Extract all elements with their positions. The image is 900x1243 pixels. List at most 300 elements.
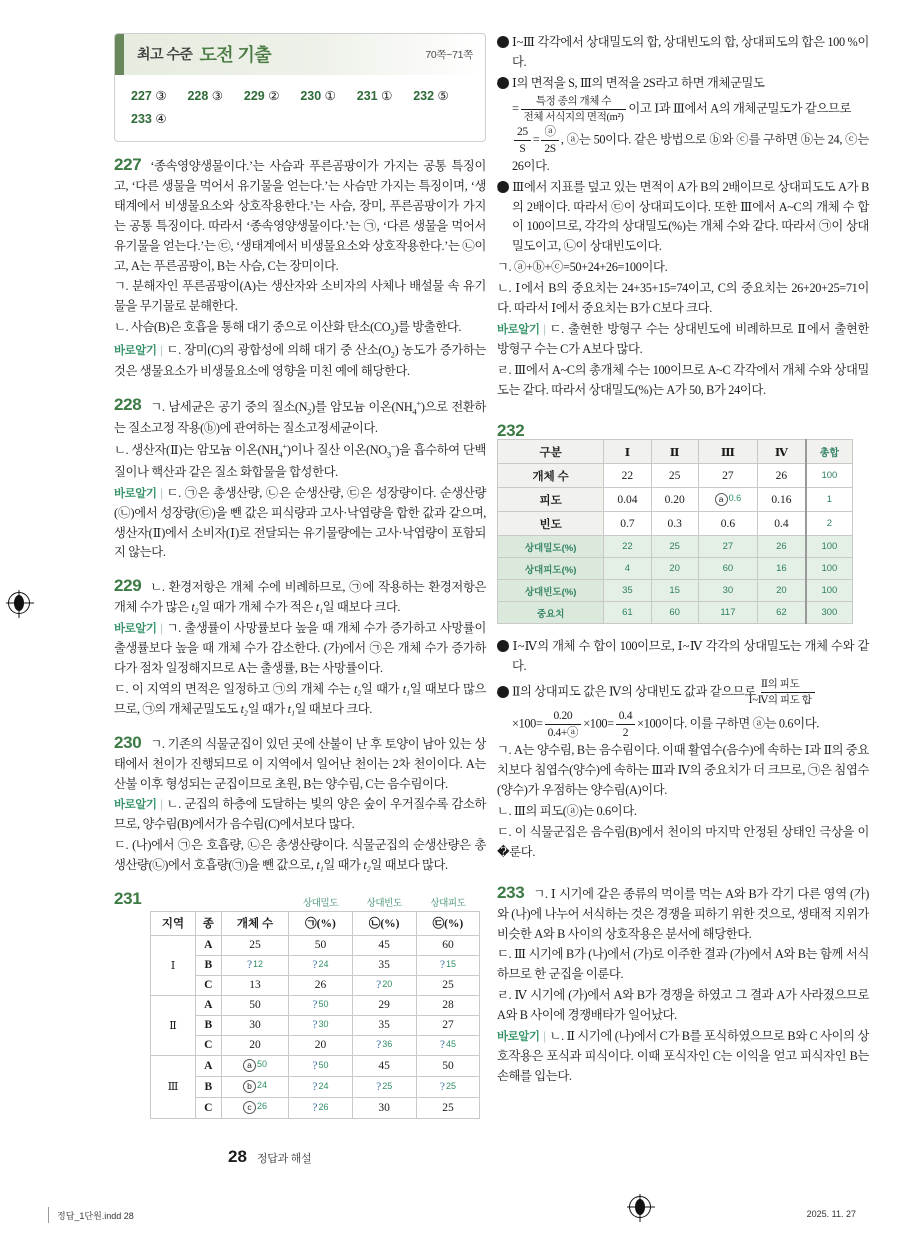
table-232-row-label: 개체 수 <box>498 464 604 488</box>
s229-p3-d: 일 때가 <box>247 701 288 716</box>
table-231-cell <box>221 1076 288 1097</box>
s227-p4-post: ) 농도가 증가하는 것은 생물요소가 비생물요소에 영향을 미친 예에 해당한다. <box>114 342 486 379</box>
answer-choice: ① <box>381 89 393 103</box>
table-231-cell <box>416 1076 480 1097</box>
answer-question-number: 233 <box>131 112 156 126</box>
s230-p3-b: 일 때가 <box>323 858 364 873</box>
answer-annotation: 25 <box>445 1080 456 1091</box>
table-231-species-cell: C <box>195 975 221 995</box>
table-232-header-cell: Ⅲ <box>698 440 757 464</box>
table-232-cell: 22 <box>604 536 651 558</box>
cell-value: 35 <box>378 1019 390 1032</box>
question-number-228: 228 <box>114 394 142 414</box>
frac2-den: 2S <box>541 140 558 156</box>
note-232-bullet-1 <box>493 637 869 677</box>
answer-header-box <box>114 33 486 142</box>
cell-value: 25 <box>442 1101 454 1114</box>
answer-annotation: 25 <box>382 1080 393 1091</box>
answer-choice: ① <box>324 89 336 103</box>
answer-question-number: 230 <box>300 89 325 103</box>
table-232-total-cell: 1 <box>806 488 853 512</box>
answer-question-number: 228 <box>187 89 212 103</box>
fraction-020-over-04a <box>545 709 582 741</box>
cell-value: 25 <box>249 939 261 952</box>
table-231-cell <box>221 995 288 1015</box>
table-231-superheader-row <box>151 891 480 911</box>
table-232-cell: 35 <box>604 580 651 602</box>
fraction-25-over-S <box>514 125 531 157</box>
table-231-cell <box>352 995 416 1015</box>
table-232-header-cell: 총합 <box>806 440 853 464</box>
tag-separator: | <box>160 797 163 812</box>
s229-t2: t₂ <box>191 600 199 615</box>
table-232-cell: 20 <box>651 558 698 580</box>
tag-separator: | <box>160 621 163 636</box>
print-date: 2025. 11. 27 <box>806 1209 856 1219</box>
note-231-text-2a: Ⅰ의 면적을 S, Ⅲ의 면적을 2S라고 하면 개체군밀도 <box>512 75 765 90</box>
table-232-cell: 30 <box>698 580 757 602</box>
f2-num: 0.20 <box>553 709 573 722</box>
note-231-text-3: Ⅲ에서 지표를 덮고 있는 면적이 A가 B의 2배이므로 상대피도도 A가 B의 2배이다. 따라서 ㉢이 상대피도이다. 또한 Ⅲ에서 A~C의 개체 수 합이 100이므로, 각각의 상대밀도(%)는 개체 수와 같다. 따라서 ㉠이 상대밀도이고, ㉡이 상대빈도이다. <box>512 179 869 254</box>
s230-p3-a: ㄷ. (나)에서 ㉠은 호흡량, ㉡은 총생산량이다. 식물군집의 순생산량은 총생산량(㉡)에서 호흡량(㉠)을 뺀 값으로, <box>114 838 486 873</box>
table-231-cell <box>352 1076 416 1097</box>
table-232-cell: 22 <box>604 464 651 488</box>
s228-p2-sup1: + <box>282 441 287 452</box>
wrong-tag-228: 바로알기 <box>114 487 157 500</box>
circled-marker: a <box>715 493 728 506</box>
table-231-header-cell: ㉢(%) <box>416 911 480 935</box>
table-231-header-cell: ㉡(%) <box>352 911 416 935</box>
f-mul-2: ×100= <box>583 716 614 731</box>
table-row <box>498 602 853 624</box>
tag-separator: | <box>160 342 163 357</box>
table-232-cell: 0.3 <box>651 512 698 536</box>
table-row <box>151 1076 480 1097</box>
answer-annotation: 24 <box>318 959 329 970</box>
table-232-cell: 16 <box>758 558 806 580</box>
question-number-232: 232 <box>497 420 525 440</box>
wrong-tag-230: 바로알기 <box>114 799 157 812</box>
table-231-cell <box>416 1055 480 1076</box>
table-row <box>151 995 480 1015</box>
table-231-cell <box>289 1015 353 1035</box>
solution-230-para-3 <box>114 836 486 876</box>
table-231-species-cell: A <box>195 935 221 955</box>
table-231-cell <box>352 955 416 975</box>
table-232-cell: 15 <box>651 580 698 602</box>
table-row <box>498 464 853 488</box>
question-number-233: 233 <box>497 882 525 902</box>
page-number: 28 <box>228 1147 247 1166</box>
bullet-marker-3: 3 <box>497 181 509 193</box>
s228-p2-sup2: − <box>390 441 396 452</box>
answer-annotation: 45 <box>445 1039 456 1050</box>
s229-p2: ㄱ. 출생률이 사망률보다 높을 때 개체 수가 증가하고 사망률이 출생률보다 높을 때 개체 수가 감소한다. (가)에서 ㉠은 개체 수가 증가하다가 점차 일정해지므로 A는 출생률, B는 사망률이다. <box>114 621 486 675</box>
formula-equals: = <box>512 101 519 116</box>
solution-233-para-3: ㄹ. Ⅳ 시기에 (가)에서 A와 B가 경쟁을 하였고 그 결과 A가 사라졌으므로 A와 B 사이에 경쟁배타가 일어났다. <box>497 988 869 1023</box>
solution-227-para-4 <box>114 341 486 382</box>
unknown-marker: ? <box>312 999 318 1012</box>
cell-value: 20 <box>249 1039 261 1052</box>
page-title: 도전 기출 <box>199 45 272 65</box>
s229-p3-t1: t₁ <box>402 681 410 696</box>
table-231-header-cell: ㉠(%) <box>289 911 353 935</box>
s229-p3-c: 일 때보다 많으므로, ㉠의 개체군밀도도 <box>114 681 486 716</box>
solution-233-para-4 <box>497 1027 869 1087</box>
table-231-species-cell: B <box>195 1076 221 1097</box>
answer-annotation: 15 <box>445 959 456 970</box>
table-231-cell <box>416 1015 480 1035</box>
s227-p3-pre: ㄴ. 사슴(B)은 호흡을 통해 대기 중으로 이산화 탄소(CO <box>114 320 391 335</box>
cell-value: 35 <box>378 959 390 972</box>
cell-value: 29 <box>378 999 390 1012</box>
print-file-name: 정답_1단원.indd 28 <box>57 1211 134 1221</box>
answer-annotation: 30 <box>318 1019 329 1030</box>
s229-p3-a: ㄷ. 이 지역의 면적은 일정하고 ㉠의 개체 수는 <box>114 681 354 696</box>
s233-p4: ㄴ. Ⅱ 시기에 (나)에서 C가 B를 포식하였으므로 B와 C 사이의 상호작용은 포식과 피식이다. 이때 포식자인 C는 이익을 얻고 피식자인 B는 손해를 입는다. <box>497 1029 869 1083</box>
solution-233-para-1 <box>497 882 869 945</box>
s230-p3-t1: t₁ <box>316 858 324 873</box>
answer-question-number: 231 <box>356 89 382 103</box>
coverage-fraction <box>748 678 815 707</box>
note-232-text-1: Ⅰ~Ⅳ의 개체 수 합이 100이므로, Ⅰ~Ⅳ 각각의 상대밀도는 개체 수와 같다. <box>512 639 869 674</box>
table-row <box>498 558 853 580</box>
table-232-cell: 26 <box>758 464 806 488</box>
table-232-cell: 62 <box>758 602 806 624</box>
s228-p1-c: )으로 전환하는 질소고정 작용(ⓑ)에 관여하는 질소고정세균이다. <box>114 400 486 436</box>
table-231-cell <box>352 1035 416 1055</box>
s229-p3-t2b: t₂ <box>240 701 248 716</box>
wrong-tag-229: 바로알기 <box>114 623 157 636</box>
answer-annotation: 20 <box>382 979 393 990</box>
answer-annotation: 36 <box>382 1039 393 1050</box>
table-232-row-label: 상대피도(%) <box>498 558 604 580</box>
cell-value: c <box>243 1101 256 1114</box>
table-231-cell <box>221 975 288 995</box>
table-row <box>498 536 853 558</box>
table-231-cell <box>289 1055 353 1076</box>
unknown-marker: ? <box>439 1039 445 1052</box>
note-231-para-6 <box>497 320 869 360</box>
cell-value: 50 <box>442 1059 454 1072</box>
cell-value: 45 <box>378 1059 390 1072</box>
s228-p2-b: )이나 질산 이온(NO <box>286 443 387 458</box>
table-232-cell: 25 <box>651 536 698 558</box>
answer-choice: ⑤ <box>437 89 449 103</box>
f3-num: 0.4 <box>618 709 633 722</box>
note-231-text-6: ㄷ. 출현한 방형구 수는 상대빈도에 비례하므로 Ⅱ에서 출현한 방형구 수는 C가 A보다 많다. <box>497 321 869 356</box>
question-number-229: 229 <box>114 576 142 596</box>
right-column <box>493 0 869 1087</box>
table-231-cell <box>352 1015 416 1035</box>
f3-den: 2 <box>616 724 635 740</box>
table-232-cell: 4 <box>604 558 651 580</box>
table-row <box>498 488 853 512</box>
s228-p1-sub1: 2 <box>307 406 312 417</box>
table-231-cell <box>221 1035 288 1055</box>
table-231-region-cell: Ⅲ <box>151 1055 195 1118</box>
s229-p3-e: 일 때보다 크다. <box>294 701 373 716</box>
table-row <box>151 1097 480 1118</box>
table-231-cell <box>352 975 416 995</box>
note-232-text-2a: Ⅱ의 상대피도 값은 Ⅳ의 상대빈도 값과 같으므로 <box>512 684 759 699</box>
answer-question-number: 227 <box>131 89 156 103</box>
solution-229-para-2 <box>114 619 486 679</box>
answer-entry <box>244 84 300 107</box>
table-232-row-label: 중요치 <box>498 602 604 624</box>
answer-annotation: 24 <box>257 1080 268 1091</box>
table-231-cell <box>416 1097 480 1118</box>
table-231-region-cell: Ⅰ <box>151 935 195 995</box>
table-231-cell <box>221 935 288 955</box>
wrong-tag-233: 바로알기 <box>497 1031 540 1044</box>
table-231-header-cell: 종 <box>195 911 221 935</box>
fraction-numerator: 특정 종의 개체 수 <box>535 95 612 107</box>
registration-mark-left <box>8 592 30 614</box>
table-231-species-cell: B <box>195 955 221 975</box>
tag-separator: | <box>543 1029 546 1044</box>
unknown-marker: ? <box>312 1080 318 1093</box>
s230-p1: ㄱ. 기존의 식물군집이 있던 곳에 산불이 난 후 토양이 남아 있는 상태에서 천이가 진행되므로 이 지역에서 일어난 천이는 2차 천이이다. A는 산불 이후 형성되는 군집이므로 초원, B는 양수림, C는 음수림이다. <box>114 736 486 791</box>
note-232-bullet-2 <box>493 678 869 707</box>
table-232-total-cell: 300 <box>806 602 853 624</box>
table-231-superheader-cell <box>221 891 288 911</box>
note-232-para-5: ㄷ. 이 식물군집은 음수림(B)에서 천이의 마지막 안정된 상태인 극상을 이�룬다. <box>497 824 869 859</box>
answer-annotation: 50 <box>318 999 329 1010</box>
cell-value: 13 <box>249 979 261 992</box>
table-232-cell: 61 <box>604 602 651 624</box>
cell-value: a <box>243 1059 256 1072</box>
fraction-a-over-2S <box>541 125 558 157</box>
table-231-superheader-cell: 상대밀도 <box>302 897 338 909</box>
page-footer-label: 정답과 해설 <box>256 1153 312 1165</box>
table-231-cell <box>221 1015 288 1035</box>
table-231-cell <box>416 975 480 995</box>
table-row <box>151 1015 480 1035</box>
table-232 <box>497 439 853 624</box>
note-232-formula <box>497 709 869 741</box>
s229-p3-t2: t₂ <box>353 681 361 696</box>
registration-mark-bottom <box>629 1196 651 1218</box>
table-231-cell <box>289 1097 353 1118</box>
table-231-species-cell: B <box>195 1015 221 1035</box>
table-232-total-cell: 100 <box>806 580 853 602</box>
note-231-text-2b: 이고 Ⅰ과 Ⅲ에서 A의 개체군밀도가 같으므로 <box>628 101 852 116</box>
cell-value: 28 <box>442 999 454 1012</box>
table-232-cell: 25 <box>651 464 698 488</box>
cell-value: 20 <box>314 1039 327 1052</box>
table-231-superheader-cell: 상대빈도 <box>366 897 402 909</box>
table-232-total-cell: 100 <box>806 558 853 580</box>
solution-232 <box>493 420 869 863</box>
table-231-cell <box>289 995 353 1015</box>
note-231-para-7: ㄹ. Ⅲ에서 A~C의 총개체 수는 100이므로 A~C 각각에서 개체 수와 상대밀도는 같다. 따라서 상대밀도(%)는 A가 50, B가 24이다. <box>497 362 869 397</box>
answer-annotation: 26 <box>257 1101 268 1112</box>
table-row <box>498 512 853 536</box>
note-231-text-1: Ⅰ~Ⅲ 각각에서 상대밀도의 합, 상대빈도의 합, 상대피도의 합은 100 %이다. <box>512 35 869 69</box>
table-232-cell: 0.6 <box>698 512 757 536</box>
fraction-denominator: 전체 서식지의 면적(m²) <box>521 109 627 124</box>
table-231-cell <box>289 975 353 995</box>
density-fraction <box>521 95 627 124</box>
unknown-marker: ? <box>439 959 445 972</box>
table-231-header-row <box>151 911 480 935</box>
left-column <box>114 0 486 1166</box>
table-232-cell: 27 <box>698 464 757 488</box>
cell-value: 50 <box>314 939 327 952</box>
table-232-cell: 117 <box>698 602 757 624</box>
table-231-header-cell: 개체 수 <box>221 911 288 935</box>
solution-227 <box>114 157 486 382</box>
table-231-cell <box>352 1055 416 1076</box>
cell-value: 45 <box>378 939 390 952</box>
s233-p1: ㄱ. Ⅰ 시기에 같은 종류의 먹이를 먹는 A와 B가 각기 다른 영역 (가)와 (나)에 나누어 서식하는 것은 경쟁을 피하기 위한 것으로, 생태적 지위가 비슷한 A와 B 사이의 상호작용은 분서에 해당한다. <box>497 886 869 941</box>
answer-annotation: 26 <box>318 1101 329 1112</box>
table-231-species-cell: A <box>195 995 221 1015</box>
frac1-den: S <box>514 140 531 156</box>
solution-228 <box>114 394 486 563</box>
answer-choice: ③ <box>211 89 223 103</box>
s229-t1: t₁ <box>315 600 323 615</box>
table-231-species-cell: A <box>195 1055 221 1076</box>
cell-value: 50 <box>249 999 261 1012</box>
answer-entry <box>357 84 413 107</box>
f-mul-1: ×100= <box>512 716 543 731</box>
cell-value: b <box>243 1080 256 1093</box>
header-level-label: 최고 수준 <box>137 46 193 62</box>
table-231-cell <box>416 995 480 1015</box>
unknown-marker: ? <box>246 959 253 972</box>
question-number-231: 231 <box>114 889 142 909</box>
note-231-para-4: ㄱ. ⓐ+ⓑ+ⓒ=50+24+26=100이다. <box>497 260 668 275</box>
page-footer <box>228 1147 311 1167</box>
unknown-marker: ? <box>439 1080 445 1093</box>
unknown-marker: ? <box>312 1101 318 1114</box>
table-231-cell <box>352 935 416 955</box>
note-231-text-2c: , ⓐ는 50이다. 같은 방법으로 ⓑ와 ⓒ를 구하면 ⓑ는 24, ⓒ는 26이다. <box>512 132 869 173</box>
table-232-cell: 0.4 <box>758 512 806 536</box>
table-232-cell: 0.04 <box>604 488 651 512</box>
table-232-total-cell: 2 <box>806 512 853 536</box>
solution-227-para-2: ㄱ. 분해자인 푸른곰팡이(A)는 생산자와 소비자의 사체나 배설물 속 유기물을 무기물로 분해한다. <box>114 279 486 314</box>
table-232-header-cell: Ⅳ <box>758 440 806 464</box>
table-232-row-label: 상대밀도(%) <box>498 536 604 558</box>
note-231-para-5: ㄴ. Ⅰ에서 B의 중요치는 24+35+15=74이고, C의 중요치는 26+20+25=71이다. 따라서 Ⅰ에서 중요치는 B가 C보다 크다. <box>497 281 869 316</box>
solution-227-para-1 <box>114 157 486 276</box>
solution-228-para-2 <box>114 440 486 482</box>
s230-p3-t2: t₂ <box>363 858 371 873</box>
s228-p2-sub2: 3 <box>386 449 391 460</box>
table-row <box>151 975 480 995</box>
answer-annotation: 0.6 <box>728 493 742 504</box>
s229-p1-b: 일 때가 개체 수가 적은 <box>198 600 316 615</box>
question-number-227: 227 <box>114 155 142 174</box>
wrong-tag-227: 바로알기 <box>114 344 157 357</box>
table-231-cell <box>289 935 353 955</box>
table-231-cell <box>289 955 353 975</box>
note-231-block <box>493 33 869 401</box>
wrong-tag-231: 바로알기 <box>497 323 540 336</box>
note-231-formula-2 <box>497 125 869 177</box>
answer-entry <box>131 107 187 130</box>
cov-frac-den: Ⅰ~Ⅳ의 피도 합 <box>761 692 815 707</box>
header-bar <box>115 34 485 75</box>
table-232-cell: 0.20 <box>651 488 698 512</box>
note-231-bullet-3 <box>493 178 869 258</box>
table-231-region-cell: Ⅱ <box>151 995 195 1055</box>
s228-p1-sub2: 4 <box>412 406 417 417</box>
unknown-marker: ? <box>312 1059 318 1072</box>
note-232-para-4: ㄴ. Ⅲ의 피도(ⓐ)는 0.6이다. <box>497 803 637 818</box>
answer-annotation: 12 <box>253 959 264 970</box>
question-number-230: 230 <box>114 732 142 752</box>
table-232-cell: 27 <box>698 536 757 558</box>
note-231-bullet-1 <box>493 33 869 73</box>
note-231-bullet-2 <box>493 74 869 94</box>
table-231 <box>150 891 480 1119</box>
cell-value: 27 <box>442 1019 454 1032</box>
cell-value: 25 <box>442 979 454 992</box>
table-231-cell <box>221 955 288 975</box>
s228-p2-sub1: 4 <box>278 449 283 460</box>
unknown-marker: ? <box>376 1039 382 1052</box>
table-232-row-label: 빈도 <box>498 512 604 536</box>
s229-p3-b: 일 때가 <box>360 681 403 696</box>
table-231-cell <box>416 1035 480 1055</box>
table-232-row-label: 상대빈도(%) <box>498 580 604 602</box>
table-row <box>498 580 853 602</box>
s228-p2-c: )을 흡수하여 단백질이나 핵산과 같은 질소 화합물을 합성한다. <box>114 443 486 479</box>
table-231-superheader-cell: 상대피도 <box>430 897 466 909</box>
answer-choice: ② <box>268 89 280 103</box>
table-232-total-cell: 100 <box>806 464 853 488</box>
table-232-header-cell: 구분 <box>498 440 604 464</box>
solution-229-para-3 <box>114 680 486 720</box>
frac-equals: = <box>532 132 540 147</box>
table-231-cell <box>416 935 480 955</box>
s229-p1-c: 일 때보다 크다. <box>322 600 401 615</box>
solution-230-para-2 <box>114 795 486 835</box>
solution-231 <box>114 891 486 1119</box>
unknown-marker: ? <box>312 1019 318 1032</box>
table-232-cell <box>698 488 757 512</box>
table-row <box>151 1035 480 1055</box>
s230-p2: ㄴ. 군집의 하층에 도달하는 빛의 양은 숲이 우거질수록 감소하므로, 양수림(B)에서가 음수림(C)에서보다 많다. <box>114 797 486 832</box>
solution-233 <box>497 882 869 1087</box>
table-row <box>151 955 480 975</box>
table-231-cell <box>352 1097 416 1118</box>
tag-separator: | <box>160 485 163 500</box>
answer-question-number: 229 <box>243 89 269 103</box>
s227-p3-sub: 2 <box>390 326 395 337</box>
cell-value: 30 <box>378 1101 390 1114</box>
answer-entry <box>413 84 469 107</box>
bullet-marker-2: 2 <box>497 77 509 89</box>
table-231-species-cell: C <box>195 1035 221 1055</box>
solution-227-para-3 <box>114 318 486 339</box>
s228-p1-b: )를 암모늄 이온(NH <box>311 400 413 415</box>
s227-p4-pre: ㄷ. 장미(C)의 광합성에 의해 대기 중 산소(O <box>166 342 391 357</box>
answer-annotation: 24 <box>318 1080 329 1091</box>
solution-228-para-3 <box>114 484 486 564</box>
table-231-cell <box>221 1055 288 1076</box>
table-232-cell: 0.7 <box>604 512 651 536</box>
s230-p3-c: 일 때보다 많다. <box>370 858 448 873</box>
s228-p2-a: ㄴ. 생산자(Ⅱ)는 암모늄 이온(NH <box>114 443 279 458</box>
table-232-cell: 0.16 <box>758 488 806 512</box>
solution-230 <box>114 732 486 876</box>
frac1-num: 25 <box>517 125 528 138</box>
